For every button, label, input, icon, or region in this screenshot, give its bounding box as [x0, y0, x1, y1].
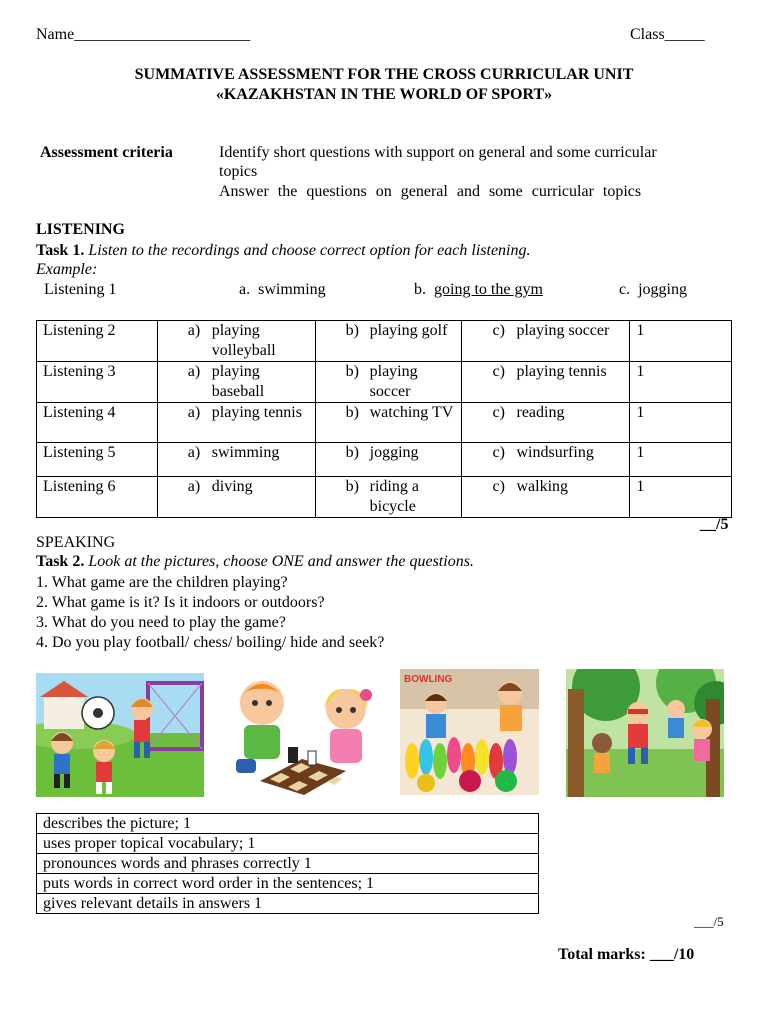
question-1: 1. What game are the children playing? [36, 574, 288, 591]
example-option-c [619, 281, 687, 299]
listening-label-cell [37, 321, 158, 362]
speaking-score: ___/5 [694, 914, 724, 929]
option-c-letter: c) [492, 404, 505, 421]
option-c-text: walking [516, 478, 569, 495]
option-a-cell [157, 477, 315, 518]
name-field-label: Name______________________ [36, 26, 251, 43]
listening-label-cell [37, 477, 158, 518]
listening-row [37, 443, 732, 477]
rubric-criterion-1: describes the picture; 1 [37, 814, 539, 834]
speaking-rubric-table [36, 813, 539, 914]
option-a-letter: a) [187, 444, 201, 461]
task2-text: Look at the pictures, choose ONE and answer the questions. [88, 553, 474, 570]
task1-instruction [36, 242, 531, 260]
option-c-letter: c) [492, 478, 505, 495]
option-c-cell [462, 362, 630, 403]
example-listening: Listening 1 [44, 281, 117, 298]
option-a-text: swimming [211, 444, 280, 461]
listening-label: Listening 5 [43, 444, 116, 461]
option-b-letter: b) [345, 478, 359, 495]
page-title-line1: SUMMATIVE ASSESSMENT FOR THE CROSS CURRICULAR UNIT [134, 66, 634, 83]
option-a-text: playing baseball [211, 363, 265, 400]
option-b-text: watching TV [369, 404, 454, 421]
option-c-text: playing soccer [516, 322, 610, 339]
option-b-letter: b) [345, 322, 359, 339]
listening-label: Listening 2 [43, 322, 116, 339]
option-c-cell [462, 443, 630, 477]
option-c-cell [462, 403, 630, 443]
mark-value: 1 [636, 444, 645, 461]
example-label: Example: [36, 261, 98, 278]
option-a-text: playing volleyball [211, 322, 276, 359]
rubric-criterion-3: pronounces words and phrases correctly 1 [37, 854, 539, 874]
option-a-cell [157, 321, 315, 362]
option-a-cell [157, 403, 315, 443]
task2-label: Task 2. [36, 553, 85, 570]
rubric-criterion-2: uses proper topical vocabulary; 1 [37, 834, 539, 854]
speaking-heading: SPEAKING [36, 534, 116, 551]
listening-row [37, 321, 732, 362]
listening-row [37, 477, 732, 518]
option-b-cell [315, 443, 462, 477]
rubric-row [37, 894, 539, 914]
example-a-letter: a. [239, 281, 251, 298]
bowling-picture [400, 669, 539, 795]
listening-row [37, 362, 732, 403]
rubric-criterion-4: puts words in correct word order in the sentences; 1 [37, 874, 539, 894]
option-b-cell [315, 477, 462, 518]
example-b-letter: b. [414, 281, 426, 298]
mark-value: 1 [636, 363, 645, 380]
example-c-text: jogging [638, 281, 687, 298]
option-b-letter: b) [345, 444, 359, 461]
listening-row [37, 403, 732, 443]
option-c-letter: c) [492, 363, 505, 380]
option-a-text: playing tennis [211, 404, 302, 421]
mark-value: 1 [636, 478, 645, 495]
option-b-cell [315, 403, 462, 443]
listening-label: Listening 3 [43, 363, 116, 380]
chess-picture [224, 673, 384, 797]
speaking-questions [36, 573, 384, 653]
option-b-text: riding a bicycle [369, 478, 419, 515]
criteria-line-3: Answer the questions on general and some curricular topics [219, 183, 642, 200]
total-marks: Total marks: ___/10 [558, 946, 695, 963]
option-b-text: playing soccer [369, 363, 418, 400]
example-option-a [239, 281, 326, 299]
option-c-text: playing tennis [516, 363, 607, 380]
listening-label: Listening 6 [43, 478, 116, 495]
question-2: 2. What game is it? Is it indoors or outdoors? [36, 594, 325, 611]
listening-label-cell [37, 362, 158, 403]
example-c-letter: c. [619, 281, 631, 298]
mark-value: 1 [636, 322, 645, 339]
option-a-text: diving [211, 478, 253, 495]
class-field-label: Class_____ [630, 26, 705, 43]
criteria-label: Assessment criteria [40, 144, 173, 161]
option-c-letter: c) [492, 444, 505, 461]
listening-label: Listening 4 [43, 404, 116, 421]
bowling-sign: BOWLING [404, 674, 453, 685]
rubric-criterion-5: gives relevant details in answers 1 [37, 894, 539, 914]
option-c-cell [462, 477, 630, 518]
task1-label: Task 1. [36, 242, 85, 259]
question-4: 4. Do you play football/ chess/ boiling/ hide and seek? [36, 634, 385, 651]
example-option-b [414, 281, 543, 299]
option-b-text: playing golf [369, 322, 448, 339]
question-3: 3. What do you need to play the game? [36, 614, 286, 631]
mark-cell [630, 362, 732, 403]
option-b-cell [315, 362, 462, 403]
hide-and-seek-picture [566, 669, 724, 797]
option-c-letter: c) [492, 322, 505, 339]
rubric-row [37, 854, 539, 874]
task2-instruction [36, 553, 474, 571]
mark-value: 1 [636, 404, 645, 421]
option-c-text: reading [516, 404, 565, 421]
mark-cell [630, 443, 732, 477]
rubric-row [37, 834, 539, 854]
listening-heading: LISTENING [36, 221, 125, 238]
option-c-text: windsurfing [516, 444, 594, 461]
example-b-text: going to the gym [434, 281, 543, 298]
option-b-letter: b) [345, 404, 359, 421]
listening-table [36, 320, 732, 518]
listening-label-cell [37, 403, 158, 443]
option-a-cell [157, 362, 315, 403]
mark-cell [630, 477, 732, 518]
rubric-row [37, 814, 539, 834]
option-a-letter: a) [187, 478, 201, 495]
rubric-row [37, 874, 539, 894]
page-title-line2: «KAZAKHSTAN IN THE WORLD OF SPORT» [215, 86, 553, 103]
option-b-cell [315, 321, 462, 362]
criteria-line-1: Identify short questions with support on general and some curricular [219, 144, 657, 161]
example-a-text: swimming [258, 281, 326, 298]
option-a-letter: a) [187, 322, 201, 339]
football-picture [36, 673, 204, 797]
option-b-text: jogging [369, 444, 419, 461]
task1-text: Listen to the recordings and choose correct option for each listening. [88, 242, 531, 259]
criteria-line-2: topics [219, 163, 258, 180]
option-c-cell [462, 321, 630, 362]
option-b-letter: b) [345, 363, 359, 380]
option-a-letter: a) [187, 404, 201, 421]
mark-cell [630, 321, 732, 362]
listening-label-cell [37, 443, 158, 477]
option-a-cell [157, 443, 315, 477]
listening-score: __/5 [700, 516, 729, 533]
option-a-letter: a) [187, 363, 201, 380]
mark-cell [630, 403, 732, 443]
